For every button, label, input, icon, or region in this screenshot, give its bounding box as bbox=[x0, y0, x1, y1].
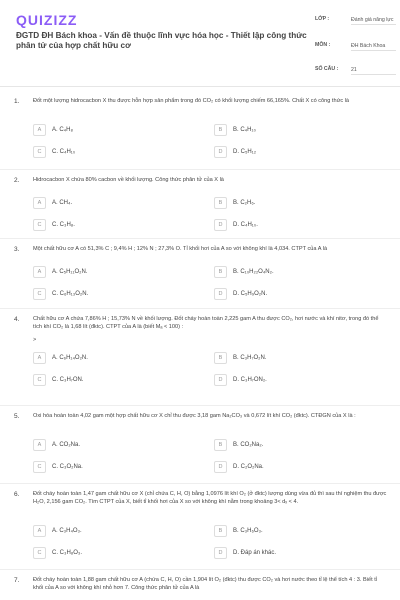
option-letter-box[interactable]: C bbox=[33, 288, 46, 300]
answer-option-b[interactable] bbox=[214, 197, 255, 209]
answer-option-a[interactable] bbox=[33, 352, 88, 364]
option-letter-box[interactable]: A bbox=[33, 266, 46, 278]
option-text: A. CO₂Na. bbox=[52, 442, 81, 448]
option-text: B. C₁₀H₂₂O₄N₂. bbox=[233, 269, 274, 275]
option-text: A. C₆H₁₄O₂N. bbox=[52, 355, 88, 361]
answer-option-c[interactable] bbox=[33, 547, 82, 559]
option-letter-box[interactable]: B bbox=[214, 124, 227, 136]
option-text: A. CH₄. bbox=[52, 200, 73, 206]
option-letter-box[interactable]: B bbox=[214, 439, 227, 451]
option-letter-box[interactable]: C bbox=[33, 219, 46, 231]
option-letter-box[interactable]: D bbox=[214, 219, 227, 231]
answer-option-c[interactable] bbox=[33, 461, 83, 473]
question-divider bbox=[0, 238, 400, 239]
answer-option-a[interactable] bbox=[33, 124, 73, 136]
option-text: C. C₆H₁₃O₂N. bbox=[52, 291, 89, 297]
option-text: D. C₄H₁₀. bbox=[233, 222, 258, 228]
option-letter-box[interactable]: D bbox=[214, 374, 227, 386]
worksheet-title: ĐGTD ĐH Bách khoa - Vấn đề thuộc lĩnh vực hóa học - Thiết lập công thức phân tử của hợp chất hữu cơ bbox=[16, 31, 307, 50]
question-text: Hidrocacbon X chứa 80% cacbon về khối lượng. Công thức phân tử của X là bbox=[33, 177, 224, 183]
option-letter-box[interactable]: C bbox=[33, 374, 46, 386]
answer-option-b[interactable] bbox=[214, 124, 256, 136]
answer-option-d[interactable] bbox=[214, 288, 267, 300]
answer-option-d[interactable] bbox=[214, 219, 258, 231]
option-text: A. C₅H₁₁O₂N. bbox=[52, 269, 88, 275]
option-letter-box[interactable]: A bbox=[33, 352, 46, 364]
option-text: C. C₃H₈O₃. bbox=[52, 550, 83, 556]
question-extra: > bbox=[33, 337, 37, 343]
question-text: Chất hữu cơ A chứa 7,86% H ; 15,73% N về khối lượng. Đốt cháy hoàn toàn 2,225 gam A thu được CO₂, hơi nước và khí nitơ, trong đó thể tích khí CO₂ là 1,68 lít (đktc). CTPT của A là (biết Mₐ < 100) : bbox=[33, 316, 379, 330]
question-text: Đốt cháy hoàn toàn 1,88 gam chất hữu cơ A (chứa C, H, O) cần 1,904 lít O₂ (đktc) thu được CO₂ và hơi nước theo tỉ lệ thể tích 4 : 3. Biết tỉ khối của A so với không khí nhỏ hơn 7. Công thức phân tử của A là bbox=[33, 577, 377, 591]
answer-option-c[interactable] bbox=[33, 374, 84, 386]
option-letter-box[interactable]: C bbox=[33, 461, 46, 473]
option-text: C. C₃H₈. bbox=[52, 222, 75, 228]
question-number: 5. bbox=[14, 413, 20, 420]
option-text: C. C₃H₇ON. bbox=[52, 377, 84, 383]
answer-option-a[interactable] bbox=[33, 525, 82, 537]
option-text: C. C₄H₁₀ bbox=[52, 149, 76, 155]
question-number: 7. bbox=[14, 577, 20, 584]
worksheet-header: QUIZIZZ ĐGTD ĐH Bách khoa - Vấn đề thuộc lĩnh vực hóa học - Thiết lập công thức phân tử của hợp chất hữu cơ LỚP : Đánh giá năng lực MÔN : ĐH Bách Khoa SỐ CÂU : 21 bbox=[0, 0, 400, 87]
option-text: A. C₃H₄O₃. bbox=[52, 528, 82, 534]
question-number: 6. bbox=[14, 491, 20, 498]
option-text: B. C₄H₁₀ bbox=[233, 127, 256, 133]
option-letter-box[interactable]: C bbox=[33, 547, 46, 559]
option-text: B. C₂H₆. bbox=[233, 200, 256, 206]
answer-option-c[interactable] bbox=[33, 146, 75, 158]
question-divider bbox=[0, 169, 400, 170]
option-text: D. C₂O₂Na. bbox=[233, 464, 264, 470]
question-number: 1. bbox=[14, 98, 20, 105]
question-text: Đốt cháy hoàn toàn 1,47 gam chất hữu cơ X (chỉ chứa C, H, O) bằng 1,0976 lít khí O₂ (ở đktc) lượng dùng vừa đủ thì sau thí nghiệm thu được H₂O, 2,156 gam CO₂. Tìm CTPT của X, biết tỉ khối hơi của X so với không khí nằm trong khoảng 3< dₓ < 4. bbox=[33, 491, 387, 505]
question-divider bbox=[0, 483, 400, 484]
option-text: D. C₅H₉O₂N. bbox=[233, 291, 268, 297]
answer-option-c[interactable] bbox=[33, 288, 88, 300]
option-text: A. C₄H₈ bbox=[52, 127, 73, 133]
answer-option-d[interactable] bbox=[214, 547, 276, 559]
option-letter-box[interactable]: A bbox=[33, 439, 46, 451]
question-number: 3. bbox=[14, 246, 20, 253]
option-text: C. C₃O₂Na. bbox=[52, 464, 83, 470]
answer-option-a[interactable] bbox=[33, 439, 80, 451]
answer-option-b[interactable] bbox=[214, 352, 267, 364]
option-letter-box[interactable]: A bbox=[33, 197, 46, 209]
option-letter-box[interactable]: D bbox=[214, 461, 227, 473]
option-letter-box[interactable]: D bbox=[214, 288, 227, 300]
option-text: D. C₅H₁₂ bbox=[233, 149, 257, 155]
answer-option-a[interactable] bbox=[33, 266, 87, 278]
option-letter-box[interactable]: A bbox=[33, 124, 46, 136]
option-letter-box[interactable]: B bbox=[214, 525, 227, 537]
option-letter-box[interactable]: B bbox=[214, 197, 227, 209]
option-letter-box[interactable]: A bbox=[33, 525, 46, 537]
question-number: 2. bbox=[14, 177, 20, 184]
question-number: 4. bbox=[14, 316, 20, 323]
option-letter-box[interactable]: B bbox=[214, 266, 227, 278]
answer-option-d[interactable] bbox=[214, 461, 264, 473]
question-text: Đốt một lượng hidrocacbon X thu được hỗn hợp sản phẩm trong đó CO₂ có khối lượng chiếm 66,165%. Chất X có công thức là bbox=[33, 98, 350, 104]
option-letter-box[interactable]: D bbox=[214, 547, 227, 559]
question-divider bbox=[0, 308, 400, 309]
option-letter-box[interactable]: C bbox=[33, 146, 46, 158]
question-divider bbox=[0, 405, 400, 406]
question-text: Oxi hóa hoàn toàn 4,02 gam một hợp chất hữu cơ X chỉ thu được 3,18 gam Na₂CO₃ và 0,672 lít khí CO₂ (đktc). CTĐGN của X là : bbox=[33, 413, 356, 419]
answer-option-b[interactable] bbox=[214, 439, 263, 451]
option-text: D. C₃H₇ON₂. bbox=[233, 377, 267, 383]
answer-option-b[interactable] bbox=[214, 266, 274, 278]
answer-option-d[interactable] bbox=[214, 146, 256, 158]
question-text: Một chất hữu cơ A có 51,3% C ; 9,4% H ; 12% N ; 27,3% O. Tỉ khối hơi của A so với không khí là 4,034. CTPT của A là bbox=[33, 246, 328, 252]
answer-option-c[interactable] bbox=[33, 219, 75, 231]
option-text: D. Đáp án khác. bbox=[233, 550, 277, 556]
option-letter-box[interactable]: B bbox=[214, 352, 227, 364]
option-text: B. CO₂Na₂. bbox=[233, 442, 264, 448]
option-letter-box[interactable]: D bbox=[214, 146, 227, 158]
quizizz-logo: QUIZIZZ bbox=[16, 12, 78, 28]
answer-option-a[interactable] bbox=[33, 197, 72, 209]
option-text: B. C₃H₆O₃. bbox=[233, 528, 263, 534]
question-divider bbox=[0, 569, 400, 570]
option-text: B. C₃H₇O₂N. bbox=[233, 355, 267, 361]
answer-option-b[interactable] bbox=[214, 525, 263, 537]
answer-option-d[interactable] bbox=[214, 374, 267, 386]
